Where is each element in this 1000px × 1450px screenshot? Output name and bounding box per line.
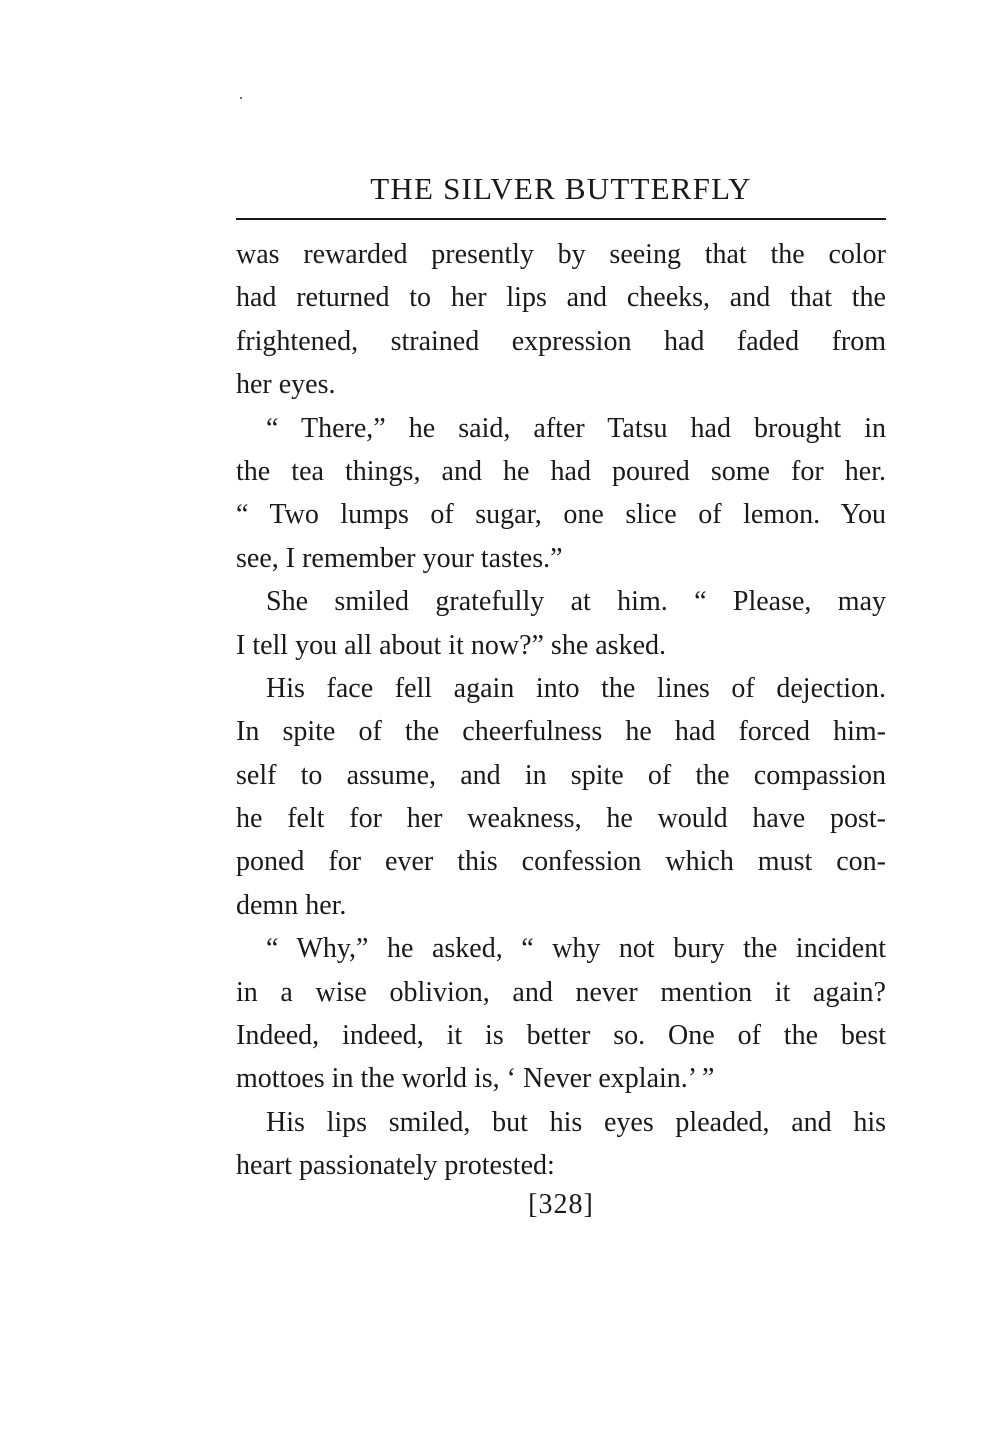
text-line: His face fell again into the lines of dejection. (266, 672, 886, 704)
text-line: demn her. (236, 889, 347, 921)
text-line: had returned to her lips and cheeks, and that the (236, 282, 886, 314)
text-line: the tea things, and he had poured some for her. (236, 455, 886, 487)
text-line: Indeed, indeed, it is better so. One of the best (236, 1020, 886, 1052)
text-line: frightened, strained expression had faded from (236, 325, 886, 357)
body-text (236, 233, 886, 1188)
text-line: I tell you all about it now?” she asked. (236, 629, 666, 661)
text-line: he felt for her weakness, he would have post- (236, 803, 886, 835)
text-line: her eyes. (236, 369, 336, 401)
text-line: in a wise oblivion, and never mention it again? (236, 976, 886, 1008)
text-line: “ Why,” he asked, “ why not bury the incident (266, 933, 886, 965)
text-line: “ Two lumps of sugar, one slice of lemon. You (236, 499, 886, 531)
header-rule (236, 218, 886, 220)
text-line: heart passionately protested: (236, 1150, 555, 1182)
running-head: THE SILVER BUTTERFLY (370, 171, 752, 206)
printing-speck (240, 97, 242, 99)
text-line: In spite of the cheerfulness he had forced him- (236, 716, 886, 748)
text-line: was rewarded presently by seeing that the color (236, 239, 886, 270)
text-line: “ There,” he said, after Tatsu had brought in (266, 412, 886, 444)
text-line: His lips smiled, but his eyes pleaded, and his (266, 1106, 886, 1138)
text-line: poned for ever this confession which must con- (236, 846, 886, 878)
text-line: mottoes in the world is, ‘ Never explain.’ ” (236, 1063, 715, 1095)
text-line: self to assume, and in spite of the compassion (236, 759, 886, 791)
text-line: She smiled gratefully at him. “ Please, may (266, 586, 886, 618)
text-line: see, I remember your tastes.” (236, 542, 563, 574)
page-number: [328] (528, 1189, 594, 1220)
